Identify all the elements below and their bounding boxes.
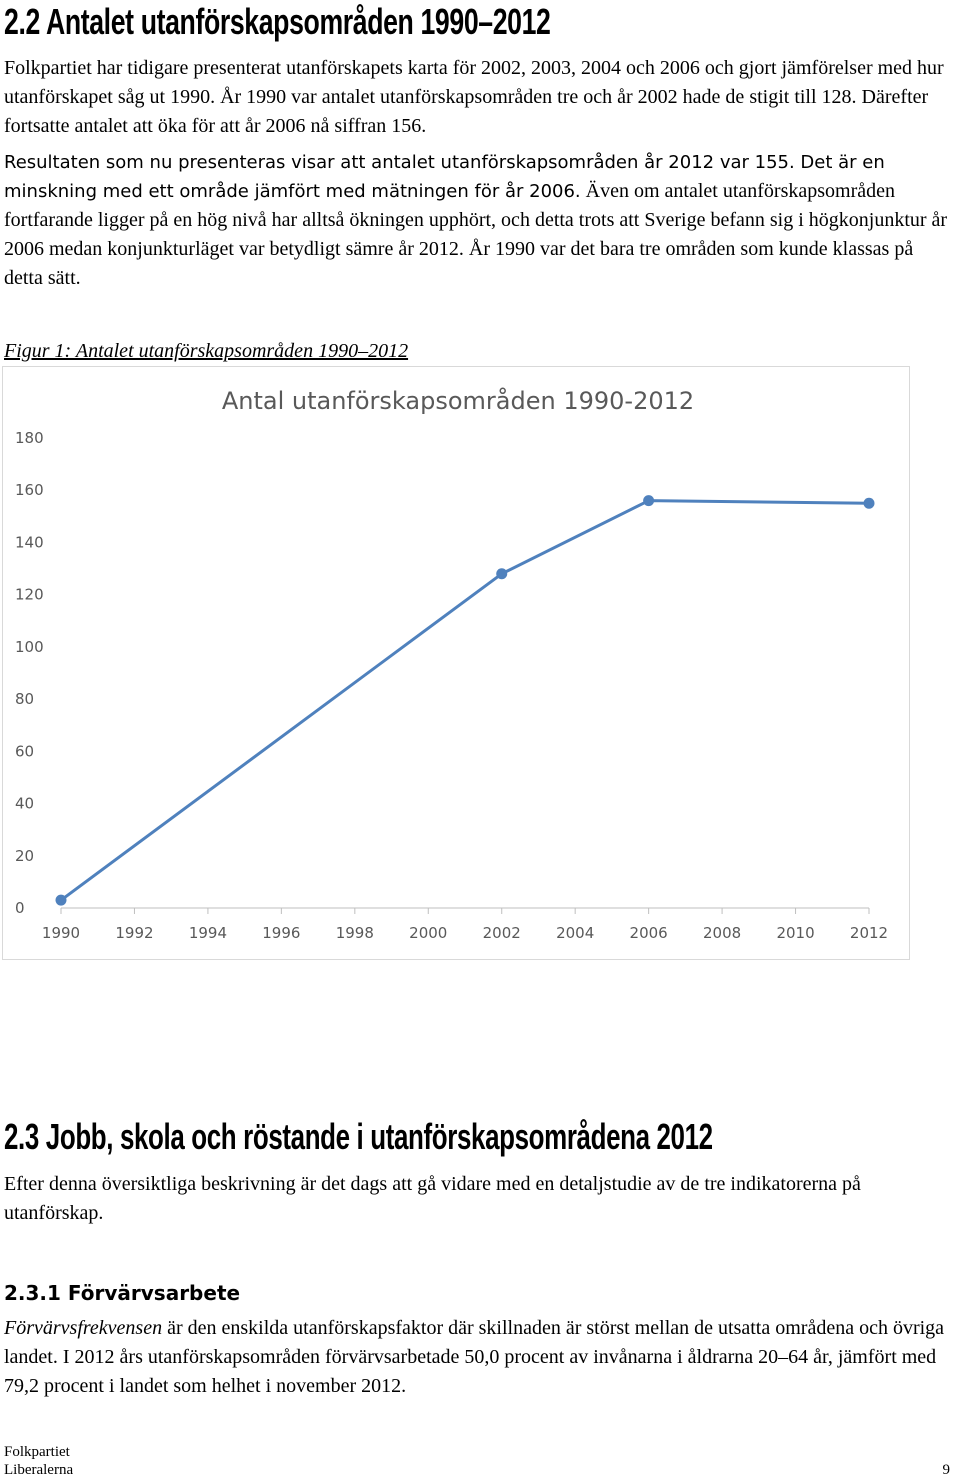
- data-point: [643, 495, 654, 506]
- y-tick-label: 180: [15, 429, 44, 447]
- y-tick-label: 20: [15, 846, 35, 865]
- footer-org-line1: Folkpartiet: [4, 1444, 70, 1460]
- subsection-heading-2-3-1: 2.3.1 Förvärvsarbete: [4, 1281, 241, 1305]
- results-paragraph: [4, 148, 954, 293]
- line-chart: [2, 366, 910, 960]
- x-axis-ticks: [42, 908, 888, 942]
- series-line-path: [61, 501, 869, 901]
- y-axis-ticks: [15, 429, 44, 917]
- section-heading-2-3: 2.3 Jobb, skola och röstande i utanförskapsområdena 2012: [4, 1116, 713, 1157]
- results-sans-text: Resultaten som nu presenteras visar att antalet utanförskapsområden år 2012 var 155. Det är en minskning med ett område jämfört med mätningen för år 2006.: [4, 152, 885, 202]
- footer-org-line2: Liberalerna: [4, 1462, 74, 1478]
- intro-paragraph: Folkpartiet har tidigare presenterat utanförskapets karta för 2002, 2003, 2004 och 2006 och gjort jämförelser med hur utanförskapet såg ut 1990. År 1990 var antalet utanförskapsområden tre och år 2002 hade de stigit till 128. Därefter fortsatte antalet att öka för att år 2006 nå siffran 156.: [4, 57, 944, 137]
- y-tick-label: 0: [15, 899, 25, 917]
- data-point: [56, 895, 67, 906]
- y-tick-label: 140: [15, 533, 44, 552]
- x-tick-label: 1992: [115, 924, 154, 942]
- x-tick-label: 2004: [556, 924, 595, 942]
- x-tick-label: 2000: [409, 924, 448, 942]
- data-point: [496, 568, 507, 579]
- y-tick-label: 120: [15, 585, 44, 604]
- data-point: [864, 498, 875, 509]
- employment-term: Förvärvsfrekvensen: [4, 1317, 163, 1339]
- chart-svg: [3, 367, 909, 959]
- x-tick-label: 1994: [188, 924, 228, 942]
- x-tick-label: 2008: [702, 924, 742, 942]
- x-tick-label: 1998: [335, 924, 374, 942]
- overview-paragraph: Efter denna översiktliga beskrivning är det dags att gå vidare med en detaljstudie av de tre indikatorerna på utanförskap.: [4, 1173, 861, 1224]
- x-tick-label: 2002: [482, 924, 521, 942]
- y-tick-label: 60: [15, 742, 35, 761]
- x-tick-label: 2012: [849, 924, 889, 942]
- chart-title: Antal utanförskapsområden 1990-2012: [221, 387, 695, 415]
- x-tick-label: 1996: [262, 924, 301, 942]
- footer: [4, 1443, 73, 1479]
- y-tick-label: 80: [15, 690, 35, 709]
- employment-paragraph: [4, 1314, 954, 1401]
- y-tick-label: 40: [15, 794, 35, 813]
- y-tick-label: 100: [15, 637, 44, 656]
- y-tick-label: 160: [15, 481, 44, 500]
- x-tick-label: 2010: [776, 924, 815, 942]
- x-tick-label: 2006: [629, 924, 668, 942]
- page-number: 9: [942, 1462, 950, 1478]
- results-serif-text: Även om antalet utanförskapsområden fortfarande ligger på en hög nivå har alltså ökningen upphört, och detta trots att Sverige befann sig i högkonjunktur år 2006 medan konjunkturläget var betydligt sämre år 2012. År 1990 var det bara tre områden som kunde klassas på detta sätt.: [4, 180, 948, 289]
- x-tick-label: 1990: [41, 924, 81, 942]
- series-line: [56, 495, 875, 906]
- section-heading-2-2: 2.2 Antalet utanförskapsområden 1990–2012: [4, 1, 551, 42]
- figure-caption: Figur 1: Antalet utanförskapsområden 1990–2012: [4, 340, 409, 362]
- employment-text: är den enskilda utanförskapsfaktor där skillnaden är störst mellan de utsatta områdena och övriga landet. I 2012 års utanförskapsområden förvärvsarbetade 50,0 procent av invånarna i åldrarna 20–64 år, jämfört med 79,2 procent i landet som helhet i november 2012.: [4, 1317, 945, 1397]
